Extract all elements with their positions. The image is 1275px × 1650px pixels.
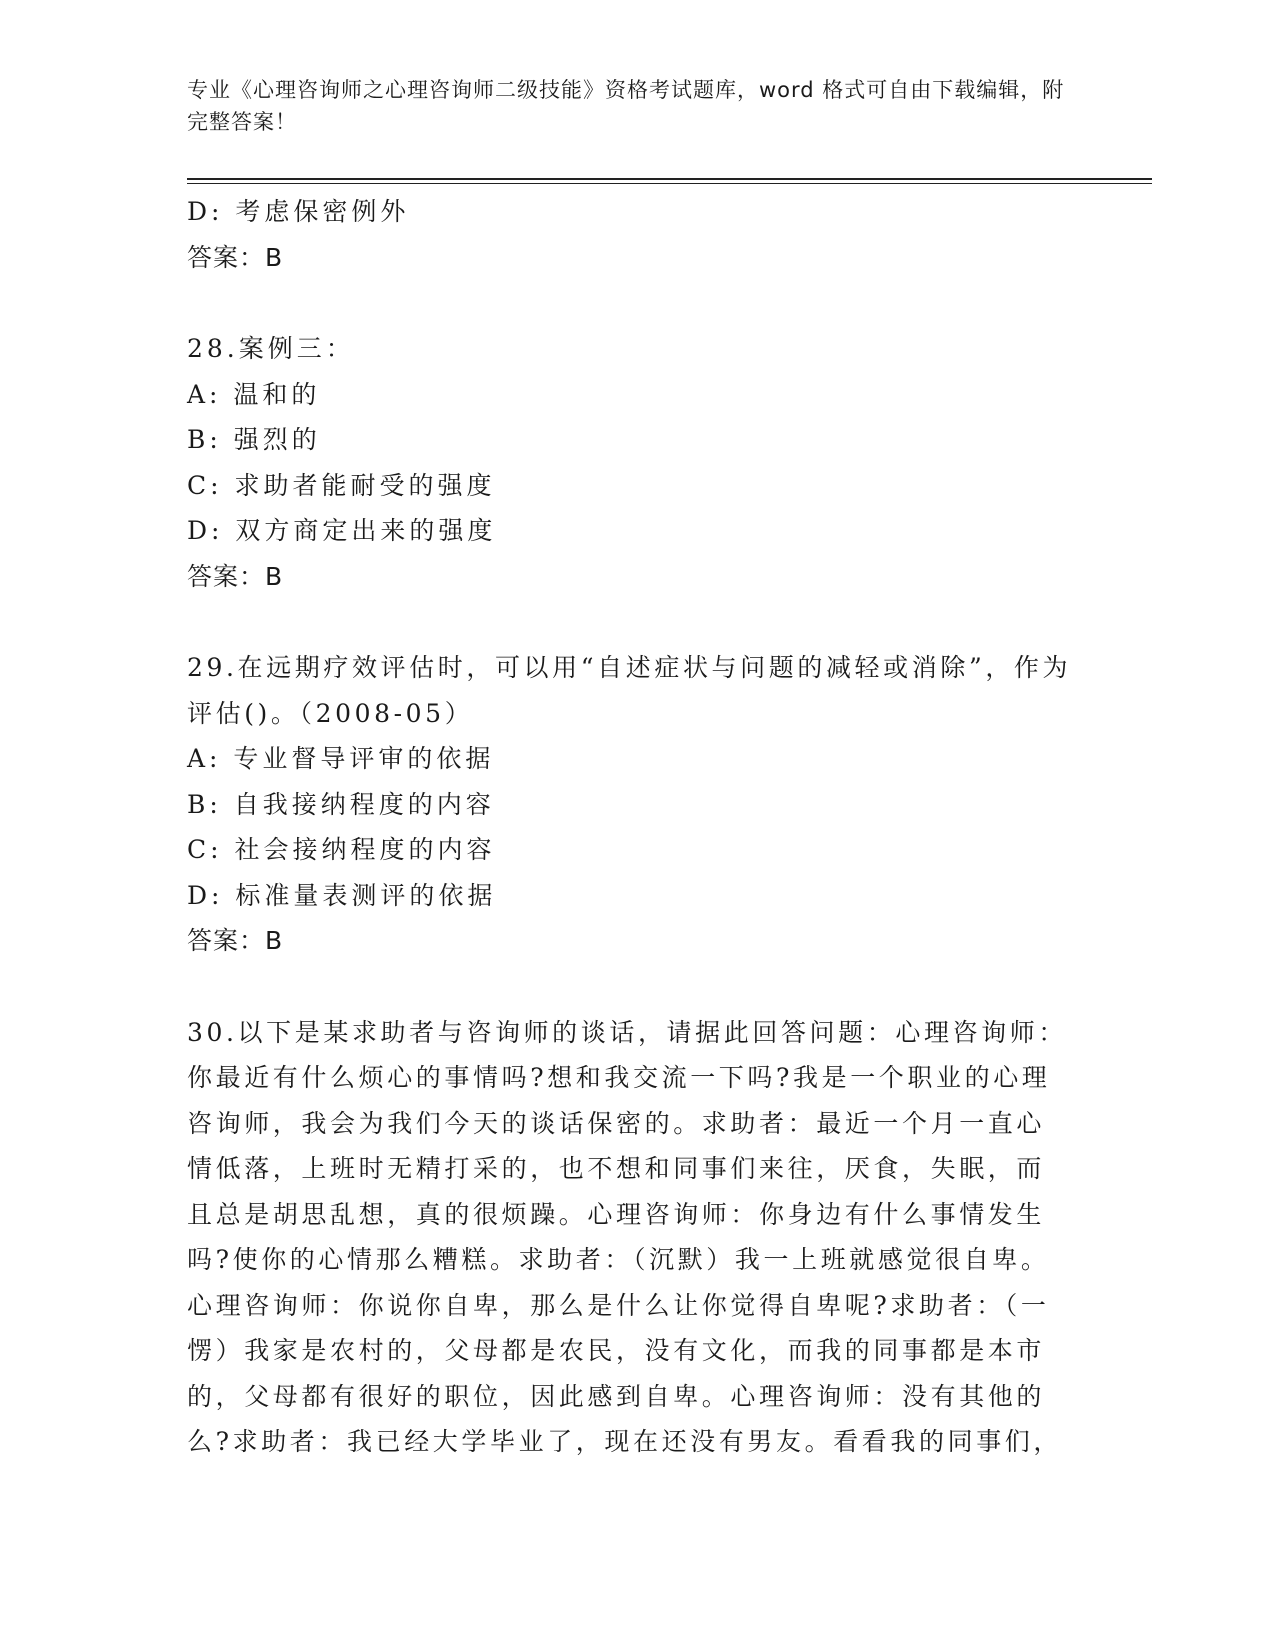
spacer bbox=[187, 964, 1087, 1010]
prev-option-d: D: 考虑保密例外 bbox=[187, 197, 410, 226]
q28-option-b: B: 强烈的 bbox=[187, 425, 321, 454]
q28-option-c: C: 求助者能耐受的强度 bbox=[187, 470, 496, 500]
page-header: 专业《心理咨询师之心理咨询师二级技能》资格考试题库，word 格式可自由下载编辑，附完整答案！ bbox=[187, 78, 1065, 134]
q29-option-d: D: 标准量表测评的依据 bbox=[187, 880, 497, 910]
document-body bbox=[187, 189, 1087, 1465]
q30-question: 30.以下是某求助者与咨询师的谈话，请据此回答问题：心理咨询师：你最近有什么烦心的事情吗?想和我交流一下吗?我是一个职业的心理咨询师，我会为我们今天的谈话保密的。求助者：最近一个月一直心情低落，上班时无精打采的，也不想和同事们来往，厌食，失眠，而且总是胡思乱想，真的很烦躁。心理咨询师：你身边有什么事情发生吗?使你的心情那么糟糕。求助者：（沉默）我一上班就感觉很自卑。心理咨询师：你说你自卑，那么是什么让你觉得自卑呢?求助者：（一愣）我家是农村的，父母都是农民，没有文化，而我的同事都是本市的，父母都有很好的职位，因此感到自卑。心理咨询师：没有其他的么?求助者：我已经大学毕业了，现在还没有男友。看看我的同事们， bbox=[187, 1017, 1067, 1456]
q29-question: 29.在远期疗效评估时，可以用“自述症状与问题的减轻或消除”，作为评估()。（2008-05） bbox=[187, 653, 1072, 728]
spacer bbox=[187, 280, 1087, 326]
q29-option-b: B: 自我接纳程度的内容 bbox=[187, 789, 495, 819]
header-rule-thick bbox=[187, 178, 1152, 180]
prev-answer: 答案：B bbox=[187, 242, 284, 272]
q28-question: 28.案例三： bbox=[187, 334, 355, 363]
spacer bbox=[187, 599, 1087, 645]
q28-option-d: D: 双方商定出来的强度 bbox=[187, 516, 497, 545]
q29-option-a: A: 专业督导评审的依据 bbox=[187, 744, 495, 773]
q28-answer: 答案：B bbox=[187, 561, 284, 591]
q29-answer: 答案：B bbox=[187, 926, 284, 955]
header-rule-thin bbox=[187, 183, 1152, 184]
q29-option-c: C: 社会接纳程度的内容 bbox=[187, 835, 496, 864]
q28-option-a: A: 温和的 bbox=[187, 379, 321, 409]
